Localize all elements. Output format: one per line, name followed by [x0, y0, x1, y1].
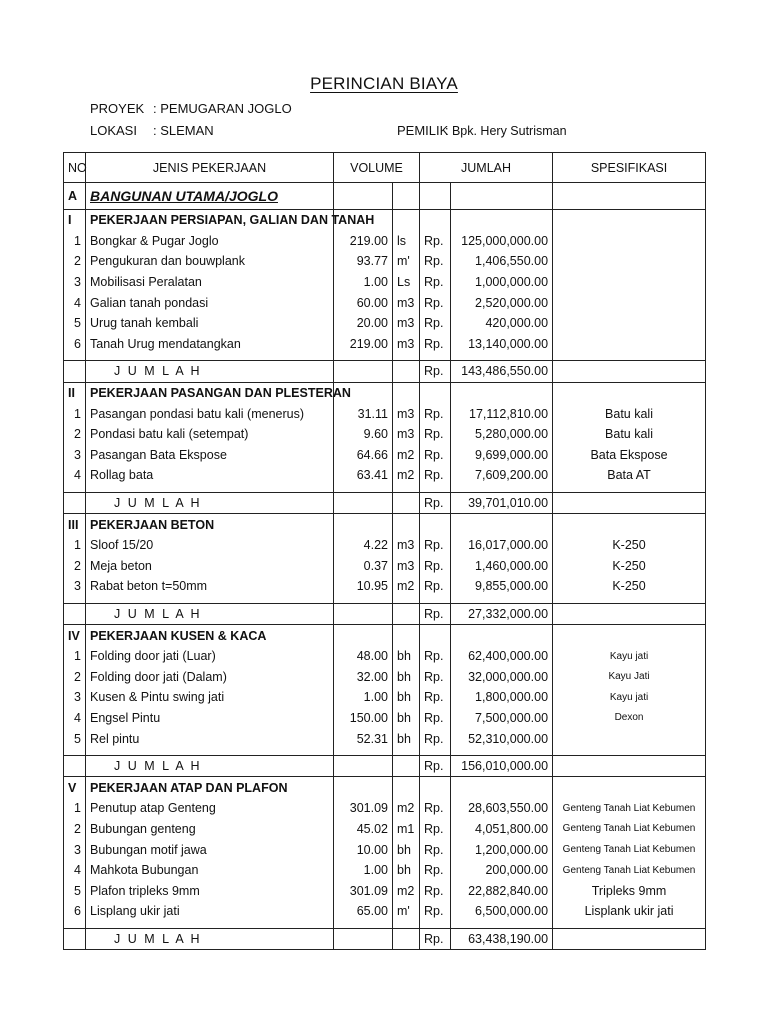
item-unit: m3: [393, 556, 420, 577]
item-name: Pasangan pondasi batu kali (menerus): [86, 403, 334, 424]
item-volume: 4.22: [334, 535, 393, 556]
table-row: [64, 708, 706, 729]
item-spec: Bata AT: [553, 465, 706, 486]
item-amount: 17,112,810.00: [451, 403, 553, 424]
item-number: 3: [64, 576, 86, 597]
item-unit: bh: [393, 839, 420, 860]
item-spec: Dexon: [553, 708, 706, 729]
project-value: : PEMUGARAN JOGLO: [153, 101, 292, 116]
item-volume: 1.00: [334, 860, 393, 881]
item-name: Sloof 15/20: [86, 535, 334, 556]
item-volume: 32.00: [334, 666, 393, 687]
table-header-row: [64, 153, 706, 183]
item-spec: Tripleks 9mm: [553, 880, 706, 901]
table-row: [64, 313, 706, 334]
item-name: Folding door jati (Dalam): [86, 666, 334, 687]
item-unit: m3: [393, 424, 420, 445]
table-row: [64, 880, 706, 901]
section-total-amount: 156,010,000.00: [451, 755, 553, 777]
item-amount: 125,000,000.00: [451, 231, 553, 252]
empty-cell: [64, 755, 86, 777]
table-row: [64, 576, 706, 597]
item-amount: 52,310,000.00: [451, 728, 553, 749]
empty-cell: [334, 928, 393, 950]
empty-cell: [420, 382, 451, 403]
section-total-amount: 39,701,010.00: [451, 492, 553, 514]
item-unit: bh: [393, 728, 420, 749]
empty-cell: [334, 755, 393, 777]
item-currency: Rp.: [420, 445, 451, 466]
item-name: Rollag bata: [86, 465, 334, 486]
total-label: J U M L A H: [86, 755, 334, 777]
table-row: [64, 646, 706, 667]
item-name: Bubungan genteng: [86, 819, 334, 840]
item-spec: [553, 272, 706, 293]
empty-cell: [334, 492, 393, 514]
item-volume: 1.00: [334, 687, 393, 708]
empty-cell: [553, 603, 706, 625]
empty-cell: [393, 361, 420, 383]
item-unit: bh: [393, 666, 420, 687]
total-label: J U M L A H: [86, 928, 334, 950]
item-number: 3: [64, 272, 86, 293]
item-currency: Rp.: [420, 880, 451, 901]
section-header-row: [64, 514, 706, 535]
item-volume: 0.37: [334, 556, 393, 577]
empty-cell: [553, 210, 706, 231]
empty-cell: [451, 777, 553, 798]
item-spec: K-250: [553, 535, 706, 556]
table-row: [64, 272, 706, 293]
owner-value: : Bpk. Hery Sutrisman: [445, 124, 567, 138]
empty-cell: [420, 625, 451, 646]
item-name: Pondasi batu kali (setempat): [86, 424, 334, 445]
item-name: Pasangan Bata Ekspose: [86, 445, 334, 466]
empty-cell: [393, 755, 420, 777]
cost-breakdown-table: [63, 152, 706, 950]
item-name: Mobilisasi Peralatan: [86, 272, 334, 293]
item-unit: m3: [393, 334, 420, 355]
item-volume: 301.09: [334, 798, 393, 819]
table-row: [64, 334, 706, 355]
section-a-name: BANGUNAN UTAMA/JOGLO: [86, 183, 334, 210]
item-spec: Genteng Tanah Liat Kebumen: [553, 798, 706, 819]
empty-cell: [420, 210, 451, 231]
item-spec: K-250: [553, 556, 706, 577]
empty-cell: [393, 492, 420, 514]
item-amount: 22,882,840.00: [451, 880, 553, 901]
item-currency: Rp.: [420, 465, 451, 486]
item-volume: 9.60: [334, 424, 393, 445]
item-volume: 63.41: [334, 465, 393, 486]
section-total-amount: 63,438,190.00: [451, 928, 553, 950]
item-unit: Ls: [393, 272, 420, 293]
item-currency: Rp.: [420, 535, 451, 556]
item-unit: m2: [393, 445, 420, 466]
table-row: [64, 798, 706, 819]
item-amount: 2,520,000.00: [451, 292, 553, 313]
header-spec: SPESIFIKASI: [553, 153, 706, 183]
section-name: PEKERJAAN KUSEN & KACA: [86, 625, 334, 646]
item-spec: Batu kali: [553, 424, 706, 445]
item-unit: bh: [393, 860, 420, 881]
item-spec: [553, 292, 706, 313]
item-number: 4: [64, 860, 86, 881]
empty-cell: [393, 514, 420, 535]
item-amount: 28,603,550.00: [451, 798, 553, 819]
item-unit: m': [393, 901, 420, 922]
header-volume: VOLUME: [334, 153, 420, 183]
empty-cell: [334, 625, 393, 646]
empty-cell: [64, 361, 86, 383]
item-currency: Rp.: [420, 272, 451, 293]
empty-cell: [420, 514, 451, 535]
item-unit: m1: [393, 819, 420, 840]
item-currency: Rp.: [420, 251, 451, 272]
table-row: [64, 535, 706, 556]
item-spec: Kayu Jati: [553, 666, 706, 687]
header-no: NO: [64, 153, 86, 183]
item-currency: Rp.: [420, 403, 451, 424]
section-total-amount: 27,332,000.00: [451, 603, 553, 625]
empty-cell: [451, 514, 553, 535]
table-row: [64, 687, 706, 708]
empty-cell: [451, 625, 553, 646]
item-name: Galian tanah pondasi: [86, 292, 334, 313]
item-volume: 10.95: [334, 576, 393, 597]
header-work: JENIS PEKERJAAN: [86, 153, 334, 183]
section-name: PEKERJAAN BETON: [86, 514, 334, 535]
total-label: J U M L A H: [86, 361, 334, 383]
item-name: Bongkar & Pugar Joglo: [86, 231, 334, 252]
item-name: Engsel Pintu: [86, 708, 334, 729]
empty-cell: [553, 361, 706, 383]
item-volume: 52.31: [334, 728, 393, 749]
item-amount: 32,000,000.00: [451, 666, 553, 687]
empty-cell: [334, 777, 393, 798]
item-currency: Rp.: [420, 666, 451, 687]
item-spec: [553, 334, 706, 355]
item-currency: Rp.: [420, 798, 451, 819]
item-currency: Rp.: [420, 334, 451, 355]
total-label: J U M L A H: [86, 492, 334, 514]
total-currency: Rp.: [420, 492, 451, 514]
item-currency: Rp.: [420, 231, 451, 252]
item-amount: 4,051,800.00: [451, 819, 553, 840]
item-currency: Rp.: [420, 313, 451, 334]
item-unit: m': [393, 251, 420, 272]
empty-cell: [334, 361, 393, 383]
section-code: V: [64, 777, 86, 798]
item-currency: Rp.: [420, 708, 451, 729]
total-currency: Rp.: [420, 603, 451, 625]
item-currency: Rp.: [420, 901, 451, 922]
item-name: Tanah Urug mendatangkan: [86, 334, 334, 355]
item-amount: 1,000,000.00: [451, 272, 553, 293]
item-number: 3: [64, 687, 86, 708]
item-amount: 9,699,000.00: [451, 445, 553, 466]
section-total-row: [64, 928, 706, 950]
item-number: 1: [64, 646, 86, 667]
item-unit: bh: [393, 646, 420, 667]
table-row: [64, 251, 706, 272]
item-number: 6: [64, 901, 86, 922]
section-header-row: [64, 777, 706, 798]
owner-label: PEMILIK: [397, 123, 449, 138]
table-row: [64, 666, 706, 687]
item-spec: Genteng Tanah Liat Kebumen: [553, 819, 706, 840]
item-number: 2: [64, 251, 86, 272]
item-name: Pengukuran dan bouwplank: [86, 251, 334, 272]
item-unit: m3: [393, 403, 420, 424]
item-unit: m2: [393, 465, 420, 486]
item-amount: 5,280,000.00: [451, 424, 553, 445]
item-spec: Kayu jati: [553, 687, 706, 708]
item-volume: 48.00: [334, 646, 393, 667]
table-row: [64, 231, 706, 252]
empty-cell: [553, 928, 706, 950]
item-spec: [553, 313, 706, 334]
item-volume: 10.00: [334, 839, 393, 860]
item-amount: 6,500,000.00: [451, 901, 553, 922]
item-volume: 65.00: [334, 901, 393, 922]
item-spec: Bata Ekspose: [553, 445, 706, 466]
item-unit: m3: [393, 313, 420, 334]
item-number: 6: [64, 334, 86, 355]
table-row: [64, 901, 706, 922]
item-name: Penutup atap Genteng: [86, 798, 334, 819]
item-volume: 1.00: [334, 272, 393, 293]
location-value: : SLEMAN: [153, 123, 214, 138]
section-code: II: [64, 382, 86, 403]
section-a-code: A: [64, 183, 86, 210]
item-amount: 13,140,000.00: [451, 334, 553, 355]
section-a-row: [64, 183, 706, 210]
item-volume: 60.00: [334, 292, 393, 313]
header-amount: JUMLAH: [420, 153, 553, 183]
item-name: Rabat beton t=50mm: [86, 576, 334, 597]
table-row: [64, 292, 706, 313]
item-unit: m3: [393, 535, 420, 556]
empty-cell: [420, 777, 451, 798]
item-amount: 420,000.00: [451, 313, 553, 334]
item-spec: [553, 728, 706, 749]
item-spec: K-250: [553, 576, 706, 597]
item-name: Bubungan motif jawa: [86, 839, 334, 860]
section-header-row: [64, 382, 706, 403]
item-unit: m2: [393, 798, 420, 819]
item-amount: 16,017,000.00: [451, 535, 553, 556]
item-number: 4: [64, 465, 86, 486]
empty-cell: [334, 603, 393, 625]
item-volume: 45.02: [334, 819, 393, 840]
empty-cell: [553, 755, 706, 777]
total-currency: Rp.: [420, 361, 451, 383]
empty-cell: [451, 210, 553, 231]
item-currency: Rp.: [420, 687, 451, 708]
empty-cell: [393, 603, 420, 625]
item-amount: 62,400,000.00: [451, 646, 553, 667]
item-number: 4: [64, 292, 86, 313]
section-code: I: [64, 210, 86, 231]
item-name: Kusen & Pintu swing jati: [86, 687, 334, 708]
item-unit: m2: [393, 880, 420, 901]
empty-cell: [64, 492, 86, 514]
location-label: LOKASI: [90, 123, 137, 138]
item-number: 3: [64, 839, 86, 860]
item-amount: 7,609,200.00: [451, 465, 553, 486]
item-number: 3: [64, 445, 86, 466]
section-name: PEKERJAAN ATAP DAN PLAFON: [86, 777, 334, 798]
item-unit: bh: [393, 708, 420, 729]
section-total-row: [64, 361, 706, 383]
item-number: 1: [64, 798, 86, 819]
item-name: Urug tanah kembali: [86, 313, 334, 334]
total-label: J U M L A H: [86, 603, 334, 625]
item-volume: 301.09: [334, 880, 393, 901]
item-amount: 1,406,550.00: [451, 251, 553, 272]
item-currency: Rp.: [420, 819, 451, 840]
item-spec: Lisplank ukir jati: [553, 901, 706, 922]
empty-cell: [393, 625, 420, 646]
empty-cell: [553, 382, 706, 403]
section-total-row: [64, 755, 706, 777]
item-amount: 1,200,000.00: [451, 839, 553, 860]
item-amount: 200,000.00: [451, 860, 553, 881]
table-row: [64, 424, 706, 445]
section-name: PEKERJAAN PASANGAN DAN PLESTERAN: [86, 382, 334, 403]
section-name: PEKERJAAN PERSIAPAN, GALIAN DAN TANAH: [86, 210, 334, 231]
item-amount: 1,460,000.00: [451, 556, 553, 577]
item-currency: Rp.: [420, 556, 451, 577]
item-unit: m2: [393, 576, 420, 597]
item-volume: 150.00: [334, 708, 393, 729]
item-currency: Rp.: [420, 576, 451, 597]
section-code: IV: [64, 625, 86, 646]
item-number: 1: [64, 403, 86, 424]
item-number: 2: [64, 424, 86, 445]
item-amount: 9,855,000.00: [451, 576, 553, 597]
item-currency: Rp.: [420, 728, 451, 749]
item-volume: 20.00: [334, 313, 393, 334]
item-name: Plafon tripleks 9mm: [86, 880, 334, 901]
item-currency: Rp.: [420, 424, 451, 445]
item-volume: 31.11: [334, 403, 393, 424]
item-volume: 219.00: [334, 334, 393, 355]
item-spec: Batu kali: [553, 403, 706, 424]
item-unit: bh: [393, 687, 420, 708]
document-title: PERINCIAN BIAYA: [310, 74, 458, 93]
item-name: Rel pintu: [86, 728, 334, 749]
item-spec: Kayu jati: [553, 646, 706, 667]
section-total-amount: 143,486,550.00: [451, 361, 553, 383]
section-header-row: [64, 625, 706, 646]
table-row: [64, 819, 706, 840]
section-header-row: [64, 210, 706, 231]
table-row: [64, 403, 706, 424]
section-total-row: [64, 603, 706, 625]
item-name: Mahkota Bubungan: [86, 860, 334, 881]
item-spec: [553, 231, 706, 252]
total-currency: Rp.: [420, 755, 451, 777]
item-volume: 219.00: [334, 231, 393, 252]
empty-cell: [393, 928, 420, 950]
item-number: 5: [64, 880, 86, 901]
project-label: PROYEK: [90, 101, 145, 116]
table-row: [64, 839, 706, 860]
item-name: Meja beton: [86, 556, 334, 577]
empty-cell: [553, 777, 706, 798]
empty-cell: [64, 603, 86, 625]
empty-cell: [64, 928, 86, 950]
item-name: Folding door jati (Luar): [86, 646, 334, 667]
item-unit: m3: [393, 292, 420, 313]
item-number: 1: [64, 231, 86, 252]
item-number: 2: [64, 556, 86, 577]
item-number: 4: [64, 708, 86, 729]
item-currency: Rp.: [420, 839, 451, 860]
empty-cell: [553, 492, 706, 514]
item-volume: 64.66: [334, 445, 393, 466]
item-number: 5: [64, 728, 86, 749]
empty-cell: [334, 514, 393, 535]
item-spec: Genteng Tanah Liat Kebumen: [553, 860, 706, 881]
empty-cell: [393, 382, 420, 403]
item-number: 2: [64, 666, 86, 687]
item-amount: 7,500,000.00: [451, 708, 553, 729]
table-row: [64, 445, 706, 466]
item-number: 1: [64, 535, 86, 556]
empty-cell: [553, 514, 706, 535]
empty-cell: [393, 210, 420, 231]
table-row: [64, 465, 706, 486]
item-currency: Rp.: [420, 646, 451, 667]
table-row: [64, 860, 706, 881]
item-number: 2: [64, 819, 86, 840]
item-amount: 1,800,000.00: [451, 687, 553, 708]
item-volume: 93.77: [334, 251, 393, 272]
item-spec: Genteng Tanah Liat Kebumen: [553, 839, 706, 860]
empty-cell: [553, 625, 706, 646]
section-total-row: [64, 492, 706, 514]
item-name: Lisplang ukir jati: [86, 901, 334, 922]
item-number: 5: [64, 313, 86, 334]
item-spec: [553, 251, 706, 272]
table-row: [64, 728, 706, 749]
total-currency: Rp.: [420, 928, 451, 950]
item-unit: ls: [393, 231, 420, 252]
table-row: [64, 556, 706, 577]
item-currency: Rp.: [420, 292, 451, 313]
section-code: III: [64, 514, 86, 535]
item-currency: Rp.: [420, 860, 451, 881]
empty-cell: [393, 777, 420, 798]
empty-cell: [451, 382, 553, 403]
